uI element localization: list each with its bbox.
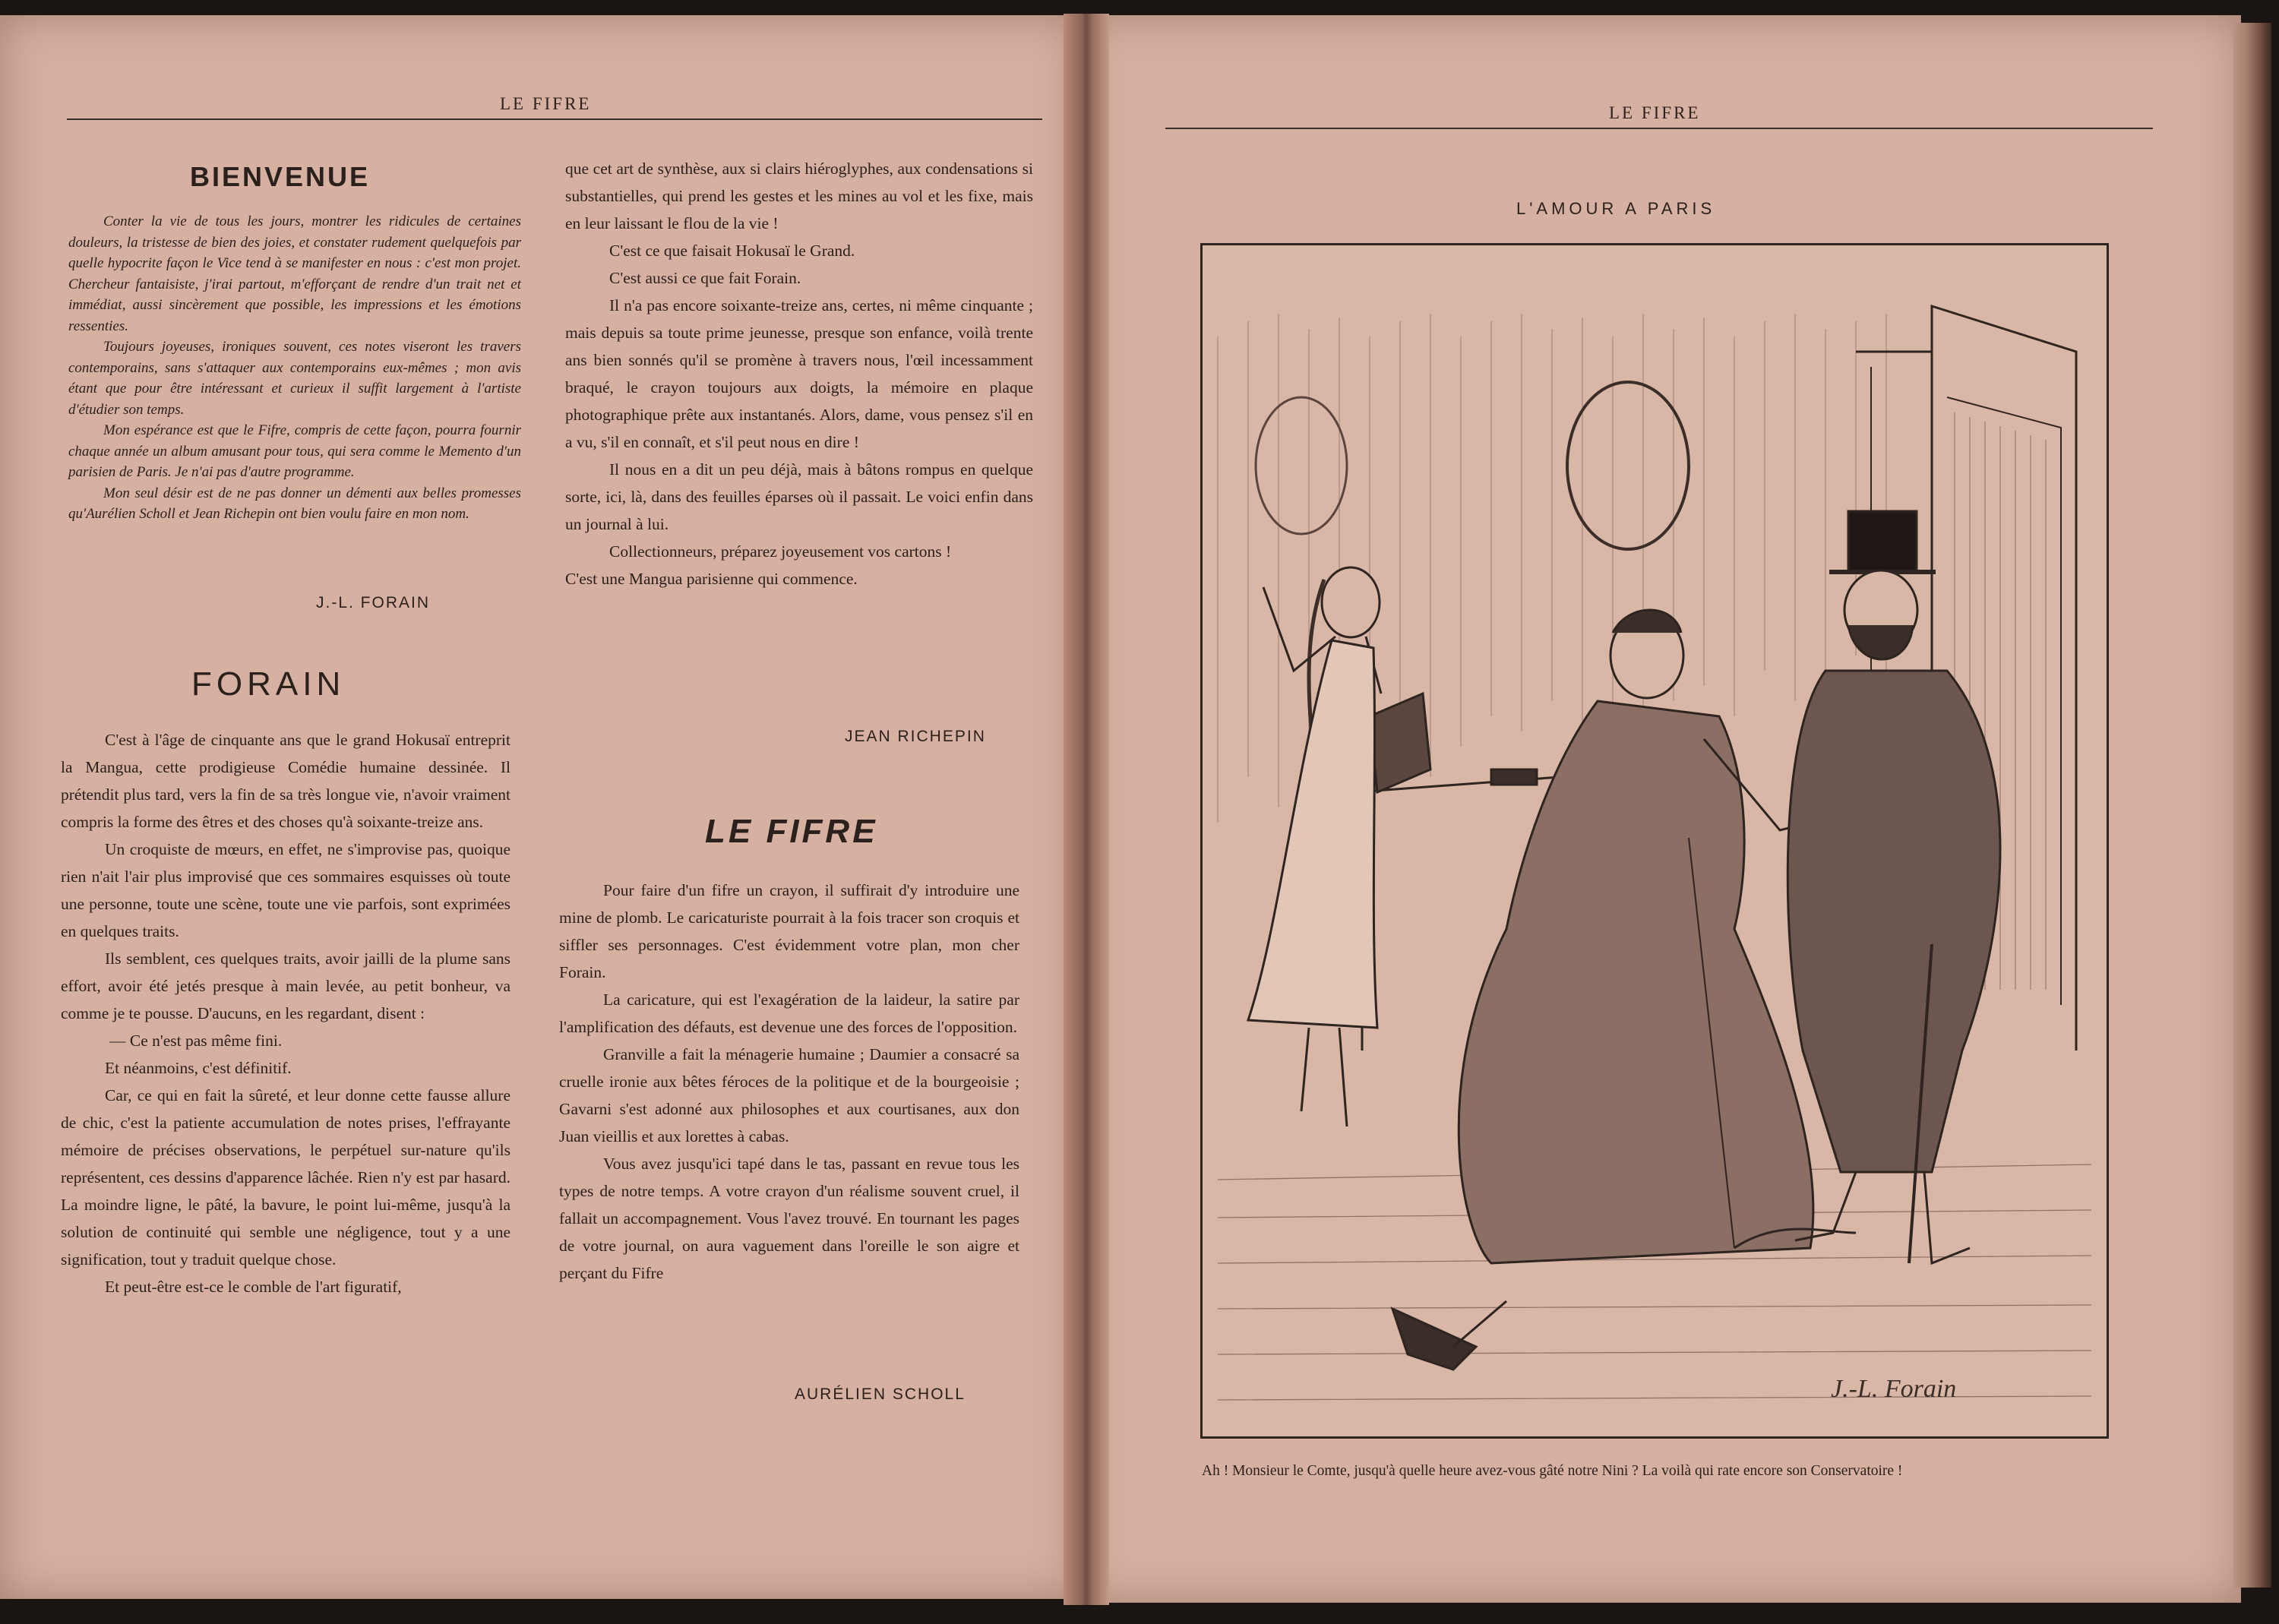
le-fifre-title: LE FIFRE bbox=[705, 813, 878, 850]
paragraph: Et peut-être est-ce le comble de l'art figuratif, bbox=[105, 1278, 402, 1296]
paragraph: Il n'a pas encore soixante-treize ans, certes, ni même cinquante ; mais depuis sa toute prime jeunesse, presque son enfance, voilà trente ans bien sonnés qu'il se promène à travers nous, l'œil incessamment braqué, le crayon toujours aux doigts, la mémoire en plaque photographique prête aux instantanés. Alors, dame, vous pensez s'il en a vu, s'il en connaît, et s'il peut nous en dire ! bbox=[565, 296, 1033, 451]
illustration-caption: Ah ! Monsieur le Comte, jusqu'à quelle heure avez-vous gâté notre Nini ? La voilà qui rate encore son Conservatoire ! bbox=[1202, 1463, 1903, 1479]
lithograph-illustration bbox=[1203, 245, 2107, 1436]
running-head-right: LE FIFRE bbox=[1609, 103, 1701, 122]
paragraph: Conter la vie de tous les jours, montrer les ridicules de certaines douleurs, la tristesse de bien des joies, et constater rudement quelquefois par quelle hypocrite façon le Vice tend à se manifester en nous : c'est mon projet. Chercheur fantaisiste, j'irai partout, m'efforçant de rendre d'un trait net et immédiat, aussi sincèrement que possible, les impressions et les émotions ressenties. bbox=[68, 213, 521, 334]
paragraph: que cet art de synthèse, aux si clairs hiéroglyphes, aux condensations si substantielles, qui prend les gestes et les mines au vol et les fixe, mais en leur laissant le flou de la vie ! bbox=[565, 160, 1033, 232]
paragraph: Et néanmoins, c'est définitif. bbox=[105, 1059, 292, 1077]
paragraph: La caricature, qui est l'exagération de la laideur, la satire par l'amplification des défauts, est devenue une des forces de l'opposition. bbox=[559, 991, 1019, 1036]
paragraph: Il nous en a dit un peu déjà, mais à bâtons rompus en quelque sorte, ici, là, dans des feuilles éparses où il passait. Le voici enfin dans un journal à lui. bbox=[565, 460, 1033, 533]
illustration-frame bbox=[1200, 243, 2109, 1439]
seated-woman-figure bbox=[1459, 610, 1813, 1263]
paragraph: Mon seul désir est de ne pas donner un démenti aux belles promesses qu'Aurélien Scholl et Jean Richepin ont bien voulu faire en mon nom. bbox=[68, 485, 521, 522]
paragraph: C'est à l'âge de cinquante ans que le grand Hokusaï entreprit la Mangua, cette prodigieuse Comédie humaine dessinée. Il prétendit plus tard, vers la fin de sa très longue vie, n'avoir vraiment compris la forme des êtres et des choses qu'à soixante-treize ans. bbox=[61, 731, 510, 831]
bienvenue-title: BIENVENUE bbox=[190, 161, 371, 192]
bienvenue-text bbox=[68, 211, 521, 525]
header-rule-left bbox=[67, 118, 1042, 120]
paragraph: Ils semblent, ces quelques traits, avoir jailli de la plume sans effort, avoir été jetés presque à main levée, au petit bonheur, va comme je te pousse. D'aucuns, en les regardant, disent : bbox=[61, 949, 510, 1022]
paragraph: C'est ce que faisait Hokusaï le Grand. bbox=[609, 242, 855, 260]
forain-title: FORAIN bbox=[191, 665, 346, 703]
artist-signature: J.-L. Forain bbox=[1831, 1375, 1957, 1403]
forain-column-2 bbox=[565, 155, 1033, 592]
gentleman-figure bbox=[1787, 511, 2000, 1263]
paragraph: Mon espérance est que le Fifre, compris de cette façon, pourra fournir chaque année un album amusant pour tous, qui sera comme le Memento d'un parisien de Paris. Je n'ai pas d'autre programme. bbox=[68, 422, 521, 480]
paragraph: Granville a fait la ménagerie humaine ; Daumier a consacré sa cruelle ironie aux bêtes féroces de la politique et de la bourgeoisie ; Gavarni s'est adonné aux philosophes et aux courtisanes, aux don Juan vieillis et aux lorettes à cabas. bbox=[559, 1045, 1019, 1145]
paragraph: — Ce n'est pas même fini. bbox=[109, 1032, 283, 1050]
richepin-signature: JEAN RICHEPIN bbox=[845, 728, 986, 745]
le-fifre-column bbox=[559, 877, 1019, 1287]
running-head-left: LE FIFRE bbox=[500, 94, 592, 113]
paragraph: Toujours joyeuses, ironiques souvent, ces notes viseront les travers contemporains, sans s'attaquer aux contemporains eux-mêmes ; mon avis étant que pour être intéressant et curieux il suffit largement à l'artiste d'étudier son temps. bbox=[68, 339, 521, 418]
paragraph: Un croquiste de mœurs, en effet, ne s'improvise pas, quoique rien n'ait l'air plus improvisé que ces sommaires esquisses où toute une personne, toute une scène, toute une vie parfois, sont exprimées en quelques traits. bbox=[61, 840, 510, 940]
paragraph: Collectionneurs, préparez joyeusement vos cartons ! bbox=[609, 542, 952, 561]
paragraph: Vous avez jusqu'ici tapé dans le tas, passant en revue tous les types de notre temps. A votre crayon d'un réalisme souvent cruel, il fallait un accompagnement. Vous l'avez trouvé. En tournant les pages de votre journal, on aura vaguement dans l'oreille le son aigre et perçant du Fifre bbox=[559, 1155, 1019, 1282]
book-gutter bbox=[1064, 14, 1109, 1605]
paragraph: Car, ce qui en fait la sûreté, et leur donne cette fausse allure de chic, c'est la patiente accumulation de notes prises, l'effrayante mémoire de précises observations, le perpétuel sur-nature qu'ils représentent, ces dessins d'apparence lâchée. Rien n'y est par hasard. La moindre ligne, le pâté, la bavure, le point lui-même, jusqu'à la solution de continuité qui semble une négligence, tout y a une signification, tout y traduit quelque chose. bbox=[61, 1086, 510, 1269]
bienvenue-signature: J.-L. FORAIN bbox=[316, 594, 431, 611]
forain-column-1 bbox=[61, 726, 510, 1300]
illustration-title: L'AMOUR A PARIS bbox=[1516, 199, 1716, 218]
paragraph: C'est une Mangua parisienne qui commence. bbox=[565, 570, 858, 588]
page-edges bbox=[2233, 23, 2271, 1588]
oval-mirror bbox=[1567, 382, 1689, 549]
header-rule-right bbox=[1165, 128, 2153, 129]
scholl-signature: AURÉLIEN SCHOLL bbox=[795, 1385, 966, 1403]
paragraph: Pour faire d'un fifre un crayon, il suffirait d'y introduire une mine de plomb. Le caricaturiste pourrait à la fois tracer son croquis et siffler ses personnages. C'est évidemment votre plan, mon cher Forain. bbox=[559, 881, 1019, 981]
paragraph: C'est aussi ce que fait Forain. bbox=[609, 269, 801, 287]
oval-frame-left bbox=[1256, 397, 1347, 534]
